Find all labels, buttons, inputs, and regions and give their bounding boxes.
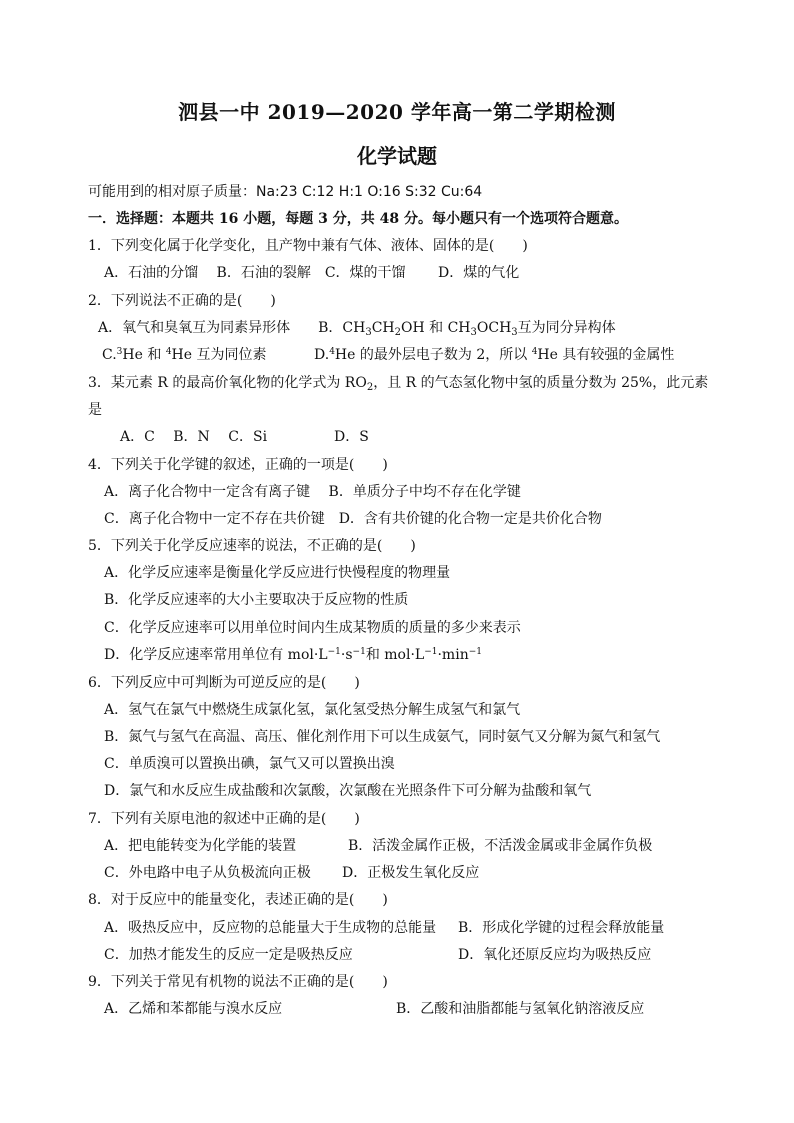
question-7-option-a: A．把电能转变为化学能的装置: [104, 838, 297, 854]
q2-ab-sub2: 2: [394, 327, 401, 338]
question-3-option-d: D．S: [334, 429, 369, 445]
question-3-options-abc: A．C B．N C．Si: [120, 429, 268, 445]
question-8-option-a: A．吸热反应中，反应物的总能量大于生成物的总能量: [104, 920, 437, 936]
q2-ab-m2: OH 和 CH: [401, 320, 471, 336]
question-7-option-b: B．活泼金属作正极，不活泼金属或非金属作负极: [348, 838, 653, 854]
question-2-option-c: [102, 346, 267, 364]
question-6-stem: 6．下列反应中可判断为可逆反应的是( ): [88, 675, 360, 691]
q3-stem-pre: 3．某元素 R 的最高价氧化物的化学式为 RO: [88, 375, 367, 391]
question-9-option-a: A．乙烯和苯都能与溴水反应: [104, 1001, 283, 1017]
q2-d-sup2: 4: [531, 347, 538, 357]
q5-d-sup1: −1: [327, 647, 341, 657]
question-7-stem: 7．下列有关原电池的叙述中正确的是( ): [88, 811, 360, 827]
q2-ab-sub4: 3: [511, 327, 518, 338]
q5-d-sup2: −1: [352, 647, 366, 657]
q5-d-m1: ·s: [340, 647, 353, 663]
q3-stem-post: ，且 R 的气态氢化物中氢的质量分数为 25%，此元素: [373, 375, 709, 391]
q2-d-pre: D.: [314, 347, 330, 363]
question-6-option-d: D．氯气和水反应生成盐酸和次氯酸，次氯酸在光照条件下可分解为盐酸和氧气: [104, 783, 592, 799]
q2-c-m2: He 互为同位素: [171, 347, 267, 363]
q2-ab-sub3: 3: [470, 327, 477, 338]
question-1-stem: 1．下列变化属于化学变化，且产物中兼有气体、液体、固体的是( ): [88, 238, 528, 254]
question-4-options-cd: C．离子化合物中一定不存在共价键 D．含有共价键的化合物一定是共价化合物: [104, 511, 602, 527]
q5-d-m3: ·min: [437, 647, 469, 663]
question-8-option-c: C．加热才能发生的反应一定是吸热反应: [104, 947, 353, 963]
q5-d-m2: 和 mol·L: [365, 647, 425, 663]
question-2-options-ab: [98, 319, 616, 337]
question-4-stem: 4．下列关于化学键的叙述，正确的一项是( ): [88, 457, 388, 473]
q2-ab-pre: A．氧气和臭氧互为同素异形体 B．CH: [98, 320, 366, 336]
question-5-option-c: C．化学反应速率可以用单位时间内生成某物质的质量的多少来表示: [104, 620, 521, 636]
q3-stem-sub: 2: [366, 382, 374, 393]
q5-d-pre: D．化学反应速率常用单位有 mol·L: [104, 647, 328, 663]
question-6-option-c: C．单质溴可以置换出碘，氯气又可以置换出溴: [104, 756, 395, 772]
q5-d-sup3: −1: [424, 647, 438, 657]
question-3-stem: [88, 374, 708, 392]
q2-c-sup2: 4: [165, 347, 172, 357]
question-3-stem-cont: 是: [88, 402, 102, 418]
q2-c-m1: He 和: [122, 347, 166, 363]
question-5-option-d: [104, 646, 482, 664]
q2-c-pre: C.: [102, 347, 117, 363]
atomic-mass-line: 可能用到的相对原子质量：Na:23 C:12 H:1 O:16 S:32 Cu:64: [88, 184, 483, 200]
page-title: 泗县一中 2019—2020 学年高一第二学期检测: [178, 100, 616, 124]
q2-d-sup1: 4: [329, 347, 335, 357]
question-2-option-d: [314, 346, 674, 364]
question-5-option-a: A．化学反应速率是衡量化学反应进行快慢程度的物理量: [104, 565, 451, 581]
question-6-option-a: A．氢气在氯气中燃烧生成氯化氢，氯化氢受热分解生成氢气和氯气: [104, 702, 521, 718]
q2-ab-m3: OCH: [476, 320, 512, 336]
q2-ab-post: 互为同分异构体: [517, 320, 616, 336]
q2-d-m1: He 的最外层电子数为 2，所以: [334, 347, 532, 363]
q2-ab-m1: CH: [371, 320, 395, 336]
question-5-option-b: B．化学反应速率的大小主要取决于反应物的性质: [104, 592, 409, 608]
question-9-option-b: B．乙酸和油脂都能与氢氧化钠溶液反应: [396, 1001, 645, 1017]
question-7-option-c: C．外电路中电子从负极流向正极: [104, 865, 311, 881]
question-8-stem: 8．对于反应中的能量变化，表述正确的是( ): [88, 892, 388, 908]
section-heading: 一．选择题：本题共 16 小题，每题 3 分，共 48 分。每小题只有一个选项符合题意。: [88, 211, 628, 227]
question-7-option-d: D．正极发生氧化反应: [342, 865, 480, 881]
q2-c-sup1: 3: [116, 347, 123, 357]
question-2-stem: 2．下列说法不正确的是( ): [88, 293, 276, 309]
question-6-option-b: B．氮气与氢气在高温、高压、催化剂作用下可以生成氨气，同时氨气又分解为氮气和氢气: [104, 729, 661, 745]
question-8-option-d: D．氧化还原反应均为吸热反应: [458, 947, 652, 963]
q2-ab-sub1: 3: [365, 327, 372, 338]
question-1-options: A．石油的分馏 B．石油的裂解 C．煤的干馏 D．煤的气化: [104, 265, 520, 281]
question-8-option-b: B．形成化学键的过程会释放能量: [458, 920, 665, 936]
q5-d-sup4: −1: [468, 647, 482, 657]
question-4-options-ab: A．离子化合物中一定含有离子键 B．单质分子中均不存在化学键: [104, 484, 521, 500]
question-5-stem: 5．下列关于化学反应速率的说法，不正确的是( ): [88, 538, 416, 554]
question-9-stem: 9．下列关于常见有机物的说法不正确的是( ): [88, 974, 388, 990]
q2-d-post: He 具有较强的金属性: [537, 347, 675, 363]
page-subtitle: 化学试题: [357, 144, 437, 168]
